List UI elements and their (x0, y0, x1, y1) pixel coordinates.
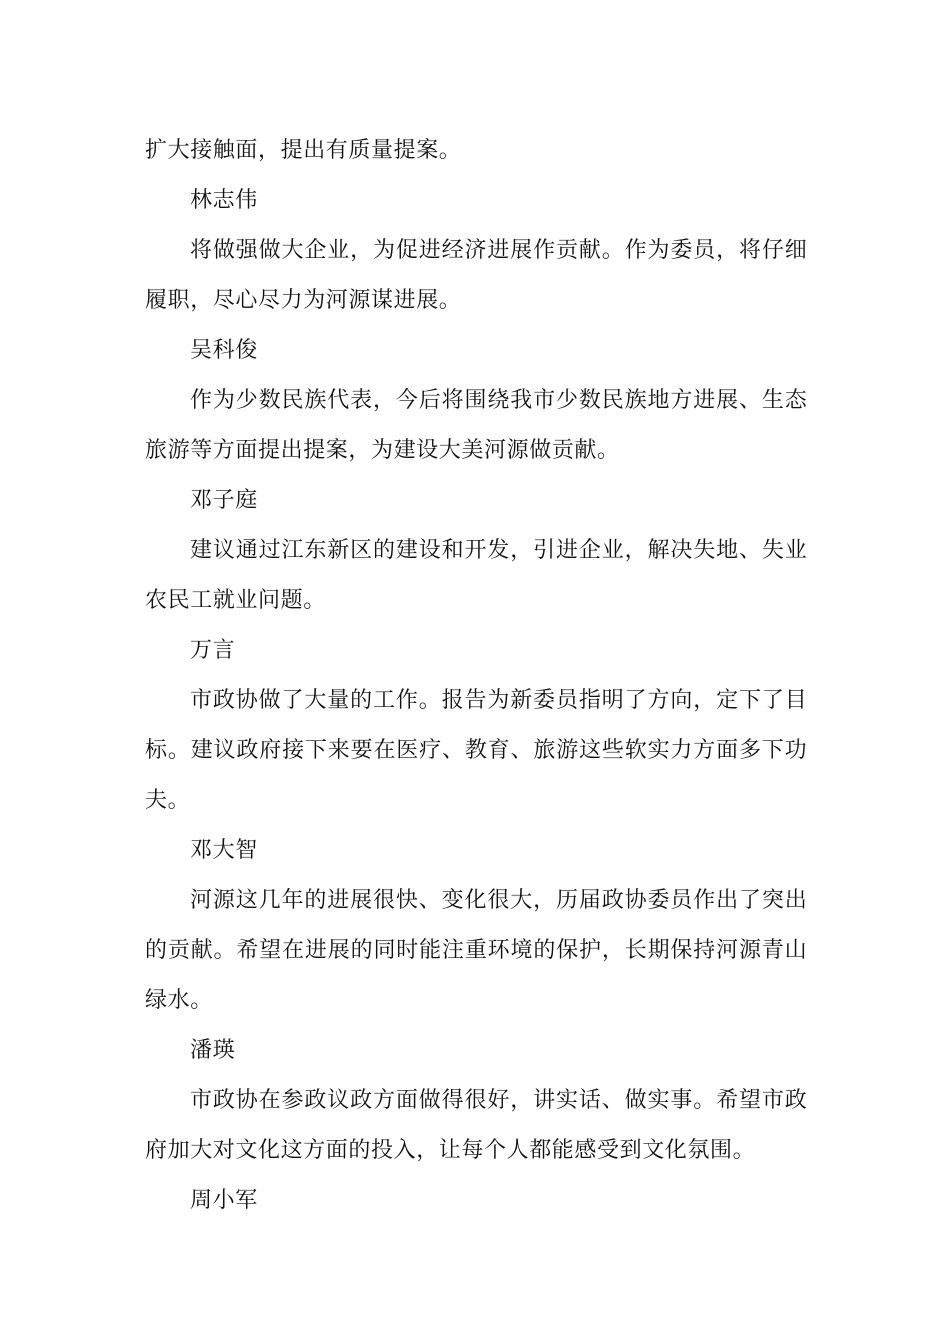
text-line: 绿水。 (145, 988, 213, 1013)
text-line: 旅游等方面提出提案，为建设大美河源做贡献。 (145, 438, 620, 463)
text-line: 农民工就业问题。 (145, 588, 326, 613)
text-line: 府加大对文化这方面的投入，让每个人都能感受到文化氛围。 (145, 1138, 756, 1163)
text-line: 周小军 (190, 1188, 258, 1213)
text-line: 吴科俊 (190, 338, 258, 363)
text-line: 邓大智 (190, 838, 258, 863)
text-line: 林志伟 (190, 188, 258, 213)
text-line: 扩大接触面，提出有质量提案。 (145, 138, 462, 163)
text-line: 履职，尽心尽力为河源谋进展。 (145, 288, 462, 313)
document-body (145, 126, 807, 1226)
text-line: 潘瑛 (190, 1038, 236, 1063)
text-line: 河 源 这 几 年 的 进 展 很 快 、 变 化 很 大 ， 历 届 政 协 委 员 作 出 了 突 出 (190, 888, 807, 913)
text-line: 市 政 协 做 了 大 量 的 工 作 。 报 告 为 新 委 员 指 明 了 方 向 ， 定 下 了 目 (190, 688, 807, 713)
text-line: 的 贡 献 。 希 望 在 进 展 的 同 时 能 注 重 环 境 的 保 护 ， 长 期 保 持 河 源 青 山 (145, 938, 807, 963)
text-line: 将 做 强 做 大 企 业 ， 为 促 进 经 济 进 展 作 贡 献 。 作 为 委 员 ， 将 仔 细 (190, 238, 807, 263)
text-line: 邓子庭 (190, 488, 258, 513)
text-line: 建 议 通 过 江 东 新 区 的 建 设 和 开 发 ， 引 进 企 业 ， 解 决 失 地 、 失 业 (190, 538, 807, 563)
text-line: 夫。 (145, 788, 191, 813)
text-line: 标 。 建 议 政 府 接 下 来 要 在 医 疗 、 教 育 、 旅 游 这 些 软 实 力 方 面 多 下 功 (145, 738, 807, 763)
text-line: 作 为 少 数 民 族 代 表 ， 今 后 将 围 绕 我 市 少 数 民 族 地 方 进 展 、 生 态 (190, 388, 807, 413)
text-line: 万言 (190, 638, 236, 663)
text-line: 市 政 协 在 参 政 议 政 方 面 做 得 很 好 ， 讲 实 话 、 做 实 事 。 希 望 市 政 (190, 1088, 807, 1113)
